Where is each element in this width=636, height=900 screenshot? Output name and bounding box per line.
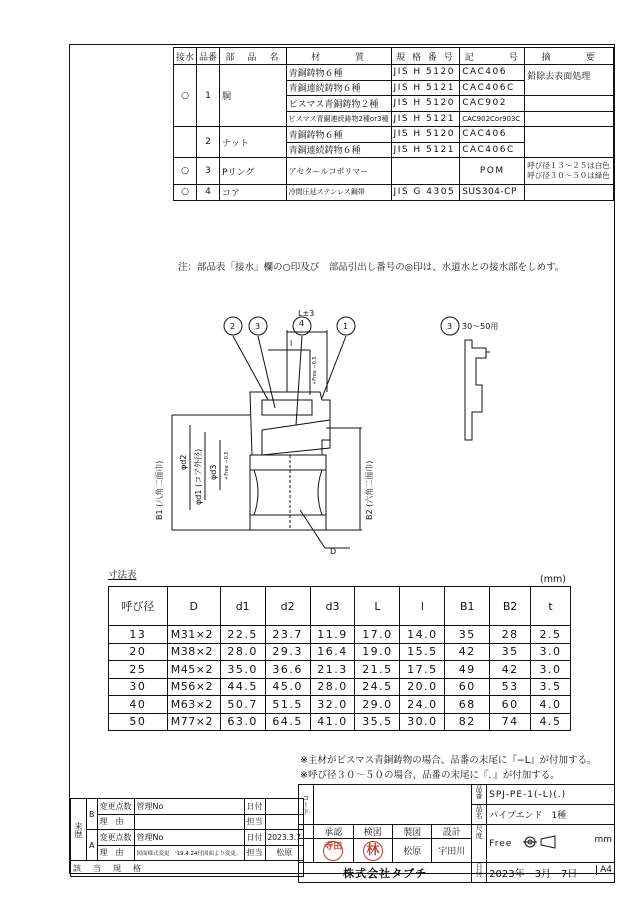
approval-label: 設計 — [432, 825, 472, 839]
revision-label: 変更点数 — [97, 799, 134, 815]
table-row — [299, 785, 615, 805]
balloon-label: 1 — [343, 322, 349, 331]
revision-side-label: 来歴 — [71, 799, 87, 861]
header-no: 品番 — [197, 48, 220, 65]
dims-cell: 44.5 — [220, 678, 265, 696]
dims-table — [108, 586, 571, 731]
hex-curve — [318, 470, 322, 515]
dims-cell: 17.0 — [355, 626, 400, 644]
dims-cell: 36.6 — [265, 661, 310, 679]
hex-curve — [254, 470, 258, 515]
dims-cell: M77×2 — [167, 713, 220, 731]
material: 冷間圧延ステンレス鋼帯 — [286, 185, 391, 201]
dim-d3-tolerance: +Free −0.5 — [224, 451, 230, 480]
designer-name: 宇田川 — [432, 839, 472, 863]
dims-header: t — [531, 587, 571, 626]
scale-value: Free — [489, 839, 513, 849]
standard: JIS H 5121 — [391, 142, 460, 158]
approval-stamp-2 — [353, 839, 393, 863]
water-mark: ○ — [174, 65, 197, 127]
leader-line-D — [300, 510, 325, 548]
company-name: 株式会社タブチ — [299, 863, 472, 883]
material: ビスマス青銅鋳物２種 — [286, 96, 391, 112]
dims-cell: 35.5 — [355, 713, 400, 731]
drawing-date: 2023年 3月 7日 — [489, 869, 578, 880]
revision-date-label: 日付 — [244, 830, 265, 846]
dims-table-title: 寸法表 — [108, 570, 137, 581]
table-row — [299, 863, 615, 883]
dims-cell: 21.5 — [355, 661, 400, 679]
dims-cell: M31×2 — [167, 626, 220, 644]
date-label: 日付 — [472, 863, 487, 883]
dims-cell: 60 — [445, 678, 490, 696]
symbol: CAC406C — [460, 142, 525, 158]
symbol: SUS304-CP — [460, 185, 525, 201]
material: ビスマス青銅連続鋳物2種or3種 — [286, 111, 391, 127]
sheet-size: A4 — [596, 865, 612, 875]
part-name: ナット — [220, 127, 287, 158]
pring-section — [262, 400, 312, 415]
dims-cell: M56×2 — [167, 678, 220, 696]
dims-cell: M45×2 — [167, 661, 220, 679]
dims-header-row — [109, 587, 571, 626]
approval-empty — [299, 825, 314, 839]
dims-cell: 41.0 — [310, 713, 355, 731]
dims-cell: 30 — [109, 678, 168, 696]
symbol: CAC406 — [460, 65, 525, 81]
revision-mark: A — [87, 830, 98, 861]
dims-cell: 35.0 — [220, 661, 265, 679]
dims-cell: 30.0 — [400, 713, 445, 731]
revision-label: 理 由 — [97, 845, 134, 861]
symbol: CAC406C — [460, 80, 525, 96]
table-row — [71, 830, 304, 846]
note-size: ※呼び径３０～５０の場合、品番の末尾に『．』が付加する。 — [300, 770, 560, 781]
balloon-label: 2 — [230, 322, 236, 331]
revision-label: 理 由 — [97, 814, 134, 830]
dims-cell: 22.5 — [220, 626, 265, 644]
dims-header: d3 — [310, 587, 355, 626]
dims-header: D — [167, 587, 220, 626]
balloon-label: 4 — [299, 319, 305, 328]
detail-label: 30～50用 — [462, 322, 499, 331]
material: アセタールコポリマー — [286, 158, 391, 185]
dims-cell: 11.9 — [310, 626, 355, 644]
symbol: POM — [460, 158, 525, 185]
remark: 呼び径１３～２５は白色 呼び径３０～５０は緑色 — [525, 158, 614, 185]
dims-cell: 40 — [109, 696, 168, 714]
header-name: 部 品 名 — [220, 48, 287, 65]
part-number: 4 — [197, 185, 220, 201]
water-mark: ○ — [174, 185, 197, 201]
remark: 鉛除去表面処理 — [525, 65, 614, 96]
scale-label: 尺度 — [472, 825, 487, 863]
dims-cell: 51.5 — [265, 696, 310, 714]
code-label: コード — [299, 785, 314, 825]
dims-cell: 35 — [445, 626, 490, 644]
part-name: Pリング — [220, 158, 287, 185]
symbol: CAC406 — [460, 127, 525, 143]
approval-empty — [299, 839, 314, 863]
dims-header: 呼び径 — [109, 587, 168, 626]
balloon-label: 3 — [255, 322, 261, 331]
header-remark: 摘 要 — [525, 48, 614, 65]
part-name: コア — [220, 185, 287, 201]
applicable-standard: 該 当 規 格 — [71, 861, 304, 877]
dims-cell: 28.0 — [220, 643, 265, 661]
table-row — [71, 814, 304, 830]
parts-note: 注：部品表「接水」欄の○印及び 部品引出し番号の◎印は、水道水との接水部をしめす。 — [178, 262, 565, 273]
dims-cell: 74 — [490, 713, 531, 731]
dims-cell: 42 — [445, 643, 490, 661]
dims-cell: 68 — [445, 696, 490, 714]
name-label: 品名 — [472, 805, 487, 825]
dim-D-label: D — [330, 547, 337, 556]
approval-label: 検図 — [353, 825, 393, 839]
dims-cell: 32.0 — [310, 696, 355, 714]
dims-header: l — [400, 587, 445, 626]
dims-cell: 25 — [109, 661, 168, 679]
dims-cell: 29.0 — [355, 696, 400, 714]
approval-label: 製図 — [393, 825, 432, 839]
dims-cell: 17.5 — [400, 661, 445, 679]
dims-cell: 21.3 — [310, 661, 355, 679]
part-no-label: 品番 — [472, 785, 487, 805]
part-name: 胴 — [220, 65, 287, 127]
dim-free-label: +Free −0.5 — [312, 356, 318, 385]
pring-detail — [465, 340, 486, 440]
approval-label: 承認 — [314, 825, 354, 839]
standard: JIS H 5120 — [391, 127, 460, 143]
dims-cell: 15.5 — [400, 643, 445, 661]
dims-cell: 24.0 — [400, 696, 445, 714]
inspection-seal: 林 — [363, 841, 383, 861]
leader-line — [296, 336, 302, 425]
dims-header: B2 — [490, 587, 531, 626]
dims-cell: 2.5 — [531, 626, 571, 644]
dims-cell: 50 — [109, 713, 168, 731]
dim-d2-label: φd2 — [179, 454, 188, 470]
revision-date-label: 日付 — [244, 799, 265, 815]
dims-cell: 16.4 — [310, 643, 355, 661]
dims-cell: 50.7 — [220, 696, 265, 714]
dim-d1-label: φd1 (コア外径) — [194, 448, 203, 505]
part-number: 3 — [197, 158, 220, 185]
dim-d3-label: φd3 — [209, 464, 218, 480]
table-row — [109, 678, 571, 696]
leader-line — [233, 336, 268, 400]
dims-cell: 49 — [445, 661, 490, 679]
revision-table — [70, 798, 304, 877]
table-row — [71, 861, 304, 877]
part-number: 1 — [197, 65, 220, 127]
dim-l-label: l — [290, 339, 293, 348]
dims-cell: 29.3 — [265, 643, 310, 661]
dims-body — [109, 626, 571, 731]
dims-header: d2 — [265, 587, 310, 626]
dims-cell: 14.0 — [400, 626, 445, 644]
dims-cell: M63×2 — [167, 696, 220, 714]
approval-seal: 寺田 — [323, 841, 343, 861]
dims-cell: 23.7 — [265, 626, 310, 644]
header-standard: 規 格 番 号 — [391, 48, 460, 65]
material: 青銅鋳物６種 — [286, 127, 391, 143]
revision-date-label: 担当 — [244, 814, 265, 830]
dims-cell: 3.0 — [531, 661, 571, 679]
revision-label: 変更点数 — [97, 830, 134, 846]
dim-L-label: L±3 — [298, 309, 315, 318]
header-water: 接水 — [174, 48, 197, 65]
dim-B2-label: B2 (六角二面巾) — [365, 460, 374, 520]
dim-B1-label: B1 (八角二面巾) — [155, 460, 164, 520]
symbol: CAC902 — [460, 96, 525, 112]
dims-header: B1 — [445, 587, 490, 626]
standard: JIS H 5120 — [391, 96, 460, 112]
header-material: 材 質 — [286, 48, 391, 65]
dims-cell: 4.0 — [531, 696, 571, 714]
dims-header: d1 — [220, 587, 265, 626]
dims-cell: 28.0 — [310, 678, 355, 696]
code-value — [314, 785, 472, 825]
approval-stamp-1 — [314, 839, 354, 863]
dims-cell: 64.5 — [265, 713, 310, 731]
date-cell — [487, 863, 615, 883]
dims-header: L — [355, 587, 400, 626]
dims-cell: 53 — [490, 678, 531, 696]
water-mark: ○ — [174, 158, 197, 185]
part-number: 2 — [197, 127, 220, 158]
table-row — [299, 825, 615, 839]
revision-mgmt: 図面様式変更 '19.4.24付図面より変更。 — [134, 845, 244, 861]
dims-cell: 45.0 — [265, 678, 310, 696]
projection-symbol-icon — [523, 835, 559, 852]
revision-date: 松原 — [265, 845, 303, 861]
part-no: SPJ-PE-1(-L)(.) — [487, 785, 615, 805]
standard: JIS H 5121 — [391, 111, 460, 127]
product-name: パイプエンド 1種 — [487, 805, 615, 825]
material: 青銅連続鋳物６種 — [286, 142, 391, 158]
dims-cell: M38×2 — [167, 643, 220, 661]
table-row — [71, 845, 304, 861]
dims-cell: 42 — [490, 661, 531, 679]
symbol: CAC902Cor903C — [460, 111, 525, 127]
dims-cell: 24.5 — [355, 678, 400, 696]
note-bismuth: ※主材がビスマス青銅鋳物の場合、品番の末尾に『−L』が付加する。 — [300, 755, 597, 766]
dims-cell: 63.0 — [220, 713, 265, 731]
drafter-name: 松原 — [393, 839, 432, 863]
dims-cell: 3.0 — [531, 643, 571, 661]
dims-cell: 28 — [490, 626, 531, 644]
revision-mark: B — [87, 799, 98, 830]
revision-mgmt: 管理No — [134, 830, 244, 846]
dims-cell: 19.0 — [355, 643, 400, 661]
table-row — [109, 713, 571, 731]
dims-cell: 4.5 — [531, 713, 571, 731]
material: 青銅鋳物６種 — [286, 65, 391, 81]
core-section — [262, 420, 330, 455]
standard: JIS H 5121 — [391, 80, 460, 96]
table-row — [71, 799, 304, 815]
standard: JIS H 5120 — [391, 65, 460, 81]
table-row — [109, 626, 571, 644]
dims-cell: 3.5 — [531, 678, 571, 696]
revision-mgmt: 管理No — [134, 799, 244, 815]
dims-unit: (mm) — [540, 574, 566, 585]
revision-mgmt — [134, 814, 244, 830]
dims-cell: 82 — [445, 713, 490, 731]
body-outline — [250, 455, 326, 530]
dims-cell: 13 — [109, 626, 168, 644]
balloon-label: 3 — [447, 322, 453, 331]
table-row — [109, 643, 571, 661]
scale-cell — [487, 825, 615, 863]
table-row — [109, 696, 571, 714]
leader-line — [322, 336, 346, 398]
revision-date: 2023.3.7 — [265, 830, 303, 846]
title-block — [298, 784, 615, 883]
dims-cell: 20.0 — [400, 678, 445, 696]
revision-date-label: 担当 — [244, 845, 265, 861]
dims-cell: 20 — [109, 643, 168, 661]
dims-cell: 35 — [490, 643, 531, 661]
standard: JIS G 4305 — [391, 185, 460, 201]
material: 青銅連続鋳物６種 — [286, 80, 391, 96]
dims-cell: 60 — [490, 696, 531, 714]
scale-unit: mm — [594, 835, 612, 845]
header-symbol: 記 号 — [460, 48, 525, 65]
table-row — [109, 661, 571, 679]
